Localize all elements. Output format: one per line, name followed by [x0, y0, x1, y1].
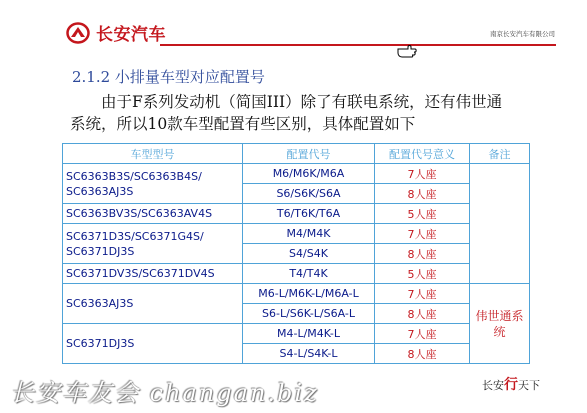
footer-logo-pre: 长安 [482, 379, 504, 392]
code-cell: M6-L/M6K-L/M6A-L [243, 284, 375, 304]
footer-logo-accent: 行 [504, 377, 518, 393]
footer-logo-post: 天下 [518, 379, 540, 392]
meaning-cell: 8人座 [375, 304, 470, 324]
code-cell: M4-L/M4K-L [243, 324, 375, 344]
code-cell: S4-L/S4K-L [243, 344, 375, 364]
intro-paragraph: 由于F系列发动机（简国III）除了有联电系统，还有伟世通系统，所以10款车型配置有些区别，具体配置如下 [70, 93, 503, 133]
meaning-cell: 7人座 [375, 284, 470, 304]
meaning-cell: 7人座 [375, 324, 470, 344]
table-row [63, 284, 530, 304]
model-cell: SC6363BV3S/SC6363AV4S [63, 204, 243, 224]
section-title: 2.1.2 小排量车型对应配置号 [72, 68, 265, 86]
model-cell: SC6363B3S/SC6363B4S/ SC6363AJ3S [63, 164, 243, 204]
meaning-cell: 8人座 [375, 244, 470, 264]
model-cell: SC6363AJ3S [63, 284, 243, 324]
note-cell: 伟世通系统 [470, 284, 530, 364]
model-cell: SC6371D3S/SC6371G4S/ SC6371DJ3S [63, 224, 243, 264]
model-cell: SC6371DV3S/SC6371DV4S [63, 264, 243, 284]
watermark: 长安车友会 changan.biz [10, 379, 319, 407]
code-cell: S4/S4K [243, 244, 375, 264]
table-row [63, 164, 530, 184]
table-row [63, 224, 530, 244]
meaning-cell: 7人座 [375, 224, 470, 244]
code-cell: S6-L/S6K-L/S6A-L [243, 304, 375, 324]
table-row [63, 264, 530, 284]
column-header: 备注 [470, 144, 530, 164]
code-cell: T6/T6K/T6A [243, 204, 375, 224]
note-cell [470, 164, 530, 284]
company-name: 南京长安汽车有限公司 [490, 30, 555, 38]
column-header: 配置代号意义 [375, 144, 470, 164]
meaning-cell: 8人座 [375, 184, 470, 204]
table-row [63, 324, 530, 344]
column-header: 车型型号 [63, 144, 243, 164]
meaning-cell: 8人座 [375, 344, 470, 364]
table-header-row [63, 144, 530, 164]
code-cell: M6/M6K/M6A [243, 164, 375, 184]
table-row [63, 204, 530, 224]
footer-logo [482, 374, 540, 394]
changan-logo-icon [66, 22, 90, 44]
code-cell: T4/T4K [243, 264, 375, 284]
meaning-cell: 5人座 [375, 204, 470, 224]
brand-name: 长安汽车 [96, 25, 166, 45]
code-cell: M4/M4K [243, 224, 375, 244]
brand-logo [66, 20, 166, 45]
column-header: 配置代号 [243, 144, 375, 164]
hand-pointer-icon [397, 43, 417, 62]
config-table [62, 143, 530, 364]
meaning-cell: 7人座 [375, 164, 470, 184]
header-divider [160, 44, 556, 46]
code-cell: S6/S6K/S6A [243, 184, 375, 204]
meaning-cell: 5人座 [375, 264, 470, 284]
model-cell: SC6371DJ3S [63, 324, 243, 364]
